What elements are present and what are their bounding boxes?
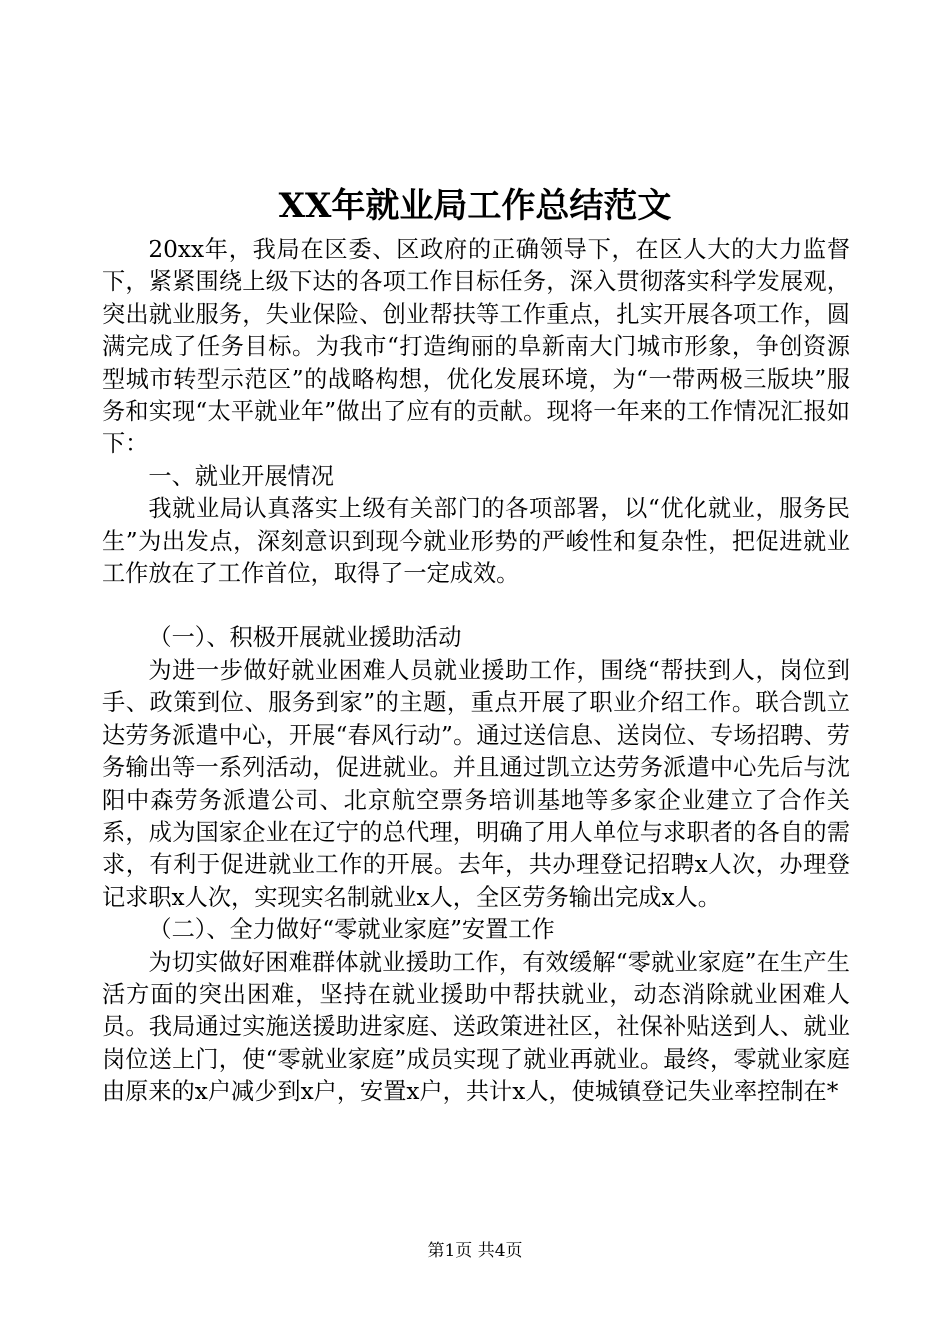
document-body [102, 234, 850, 1109]
page-footer: 第1页 共4页 [427, 1241, 523, 1261]
subsection-paragraph: 为进一步做好就业困难人员就业援助工作，围绕“帮扶到人，岗位到手、政策到位、服务到家”的主题，重点开展了职业介绍工作。联合凯立达劳务派遣中心，开展“春风行动”。通过送信息、送岗位、专场招聘、劳务输出等一系列活动，促进就业。并且通过凯立达劳务派遣中心先后与沈阳中森劳务派遣公司、北京航空票务培训基地等多家企业建立了合作关系，成为国家企业在辽宁的总代理，明确了用人单位与求职者的各自的需求，有利于促进就业工作的开展。去年，共办理登记招聘x人次，办理登记求职x人次，实现实名制就业x人，全区劳务输出完成x人。 [102, 656, 850, 911]
document-title: XX年就业局工作总结范文 [278, 186, 672, 226]
section-paragraph: 我就业局认真落实上级有关部门的各项部署，以“优化就业，服务民生”为出发点，深刻意识到现今就业形势的严峻性和复杂性，把促进就业工作放在了工作首位，取得了一定成效。 [102, 495, 850, 588]
section-heading: 一、就业开展情况 [148, 462, 334, 490]
subsection-paragraph: 为切实做好困难群体就业援助工作，有效缓解“零就业家庭”在生产生活方面的突出困难，坚持在就业援助中帮扶就业，动态消除就业困难人员。我局通过实施送援助进家庭、送政策进社区，社保补贴送到人、就业岗位送上门，使“零就业家庭”成员实现了就业再就业。最终，零就业家庭由原来的x户减少到x户，安置x户，共计x人，使城镇登记失业率控制在* [102, 948, 850, 1106]
subsection-heading: （一）、积极开展就业援助活动 [148, 624, 462, 652]
intro-paragraph: 20xx年，我局在区委、区政府的正确领导下，在区人大的大力监督下，紧紧围绕上级下达的各项工作目标任务，深入贯彻落实科学发展观，突出就业服务，失业保险、创业帮扶等工作重点，扎实开展各项工作，圆满完成了任务目标。为我市“打造绚丽的阜新南大门城市形象，争创资源型城市转型示范区”的战略构想，优化发展环境，为“一带两极三版块”服务和实现“太平就业年”做出了应有的贡献。现将一年来的工作情况汇报如下： [102, 236, 850, 458]
subsection-heading: （二）、全力做好“零就业家庭”安置工作 [148, 916, 555, 944]
